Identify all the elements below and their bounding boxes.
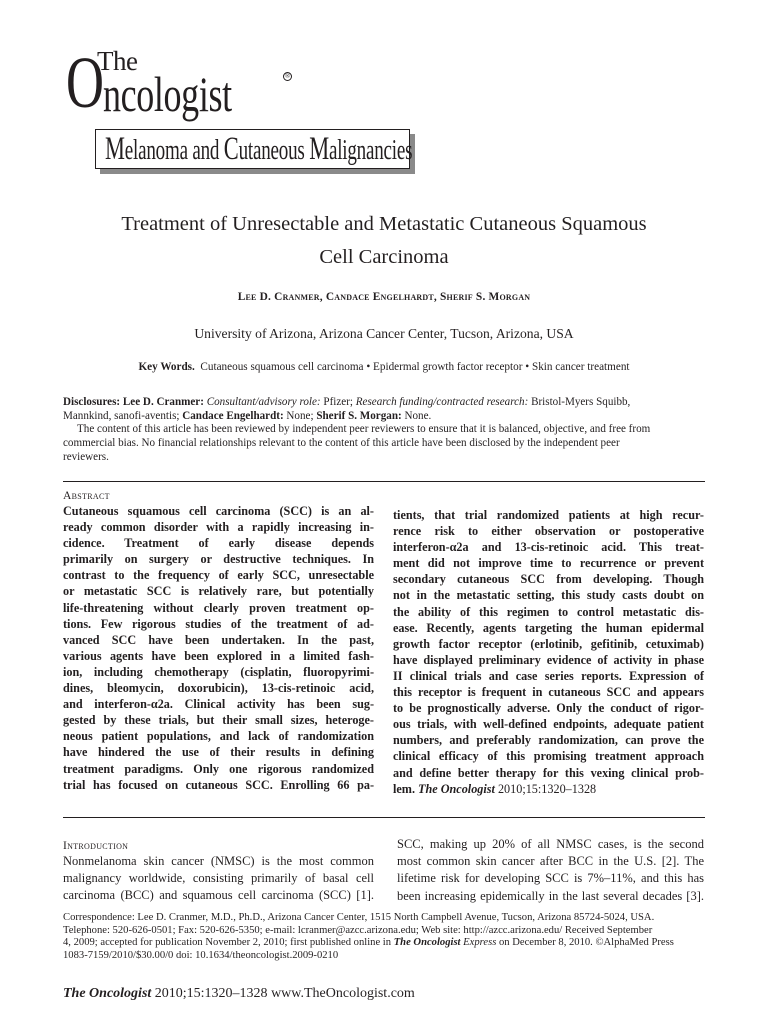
abstract-column-right <box>393 507 704 797</box>
abstract-line: or metastatic SCC is relatively rare, but potentially <box>63 584 374 599</box>
abstract-line: secondary cutaneous SCC from developing. Though <box>393 572 704 587</box>
correspondence-line <box>63 937 706 950</box>
abstract-line: dines, bleomycin, doxorubicin), 13-cis-retinoic acid, <box>63 681 374 696</box>
abstract-line: tions. Few rigorous studies of the treatment of ad- <box>63 616 374 631</box>
introduction-line: most common skin cancer after BCC in the U.S. [2]. The <box>397 854 704 869</box>
introduction-line: lifetime risk for developing SCC is 7%–11%, and this has <box>397 871 704 886</box>
divider <box>63 817 705 818</box>
section-word-3: alignancies <box>328 135 413 166</box>
abstract-line: ion, including chemotherapy (cisplatin, fluoropyrimi- <box>63 664 374 679</box>
correspondence-line: 1083-7159/2010/$30.00/0 doi: 10.1634/theoncologist.2009-0210 <box>63 949 339 961</box>
abstract-line: numbers, and preferably randomization, can prove the <box>393 733 704 748</box>
correspondence-note <box>63 912 706 962</box>
correspondence-express: Express <box>463 937 497 948</box>
introduction-column-right <box>397 836 704 905</box>
divider <box>63 481 705 482</box>
introduction-line: carcinoma (BCC) and squamous cell carcinoma (SCC) [1]. <box>63 888 374 903</box>
introduction-heading: Introduction <box>63 839 129 852</box>
keyword: Cutaneous squamous cell carcinoma <box>200 361 364 373</box>
abstract-line: ready common disorder with a rapidly increasing in- <box>63 520 374 535</box>
introduction-line: been increasing epidemically in the last several decades [3]. <box>397 888 704 903</box>
citation-reference: 2010;15:1320–1328 <box>497 781 597 796</box>
disclosures-label: Disclosures: <box>63 396 121 408</box>
keyword-separator: • <box>366 361 371 373</box>
abstract-line: contrast to the frequency of early SCC, unresectable <box>63 568 374 583</box>
keyword: Skin cancer treatment <box>531 361 630 373</box>
disclosure-value: None. <box>404 409 432 422</box>
abstract-line: vanced SCC have been undertaken. In the past, <box>63 632 374 647</box>
abstract-line: have displayed preliminary evidence of activity in phase <box>393 652 704 667</box>
section-word-1: elanoma and <box>124 135 224 166</box>
abstract-line: have hindered the use of their results in defining <box>63 745 374 760</box>
disclosure-author: Sherif S. Morgan: <box>316 409 402 422</box>
disclosure-author: Candace Engelhardt: <box>182 409 284 422</box>
abstract-line: life-threatening without clearly proven treatment op- <box>63 600 374 615</box>
correspondence-text: 4, 2009; accepted for publication November 2, 2010; first published online in <box>63 937 392 948</box>
article-title <box>40 208 728 274</box>
abstract-line: Cutaneous squamous cell carcinoma (SCC) is an al- <box>63 504 374 518</box>
journal-logo-o: O <box>66 42 104 123</box>
keyword: Epidermal growth factor receptor <box>373 361 523 373</box>
abstract-line: gested by these trials, but their small sizes, heteroge- <box>63 713 374 728</box>
abstract-line: ous trials, with well-defined endpoints, adequate patient <box>393 717 704 732</box>
introduction-line: SCC, making up 20% of all NMSC cases, is the second <box>397 837 704 851</box>
introduction-line: Nonmelanoma skin cancer (NMSC) is the most common <box>63 854 374 868</box>
title-line-2: Cell Carcinoma <box>319 246 449 268</box>
abstract-line: II clinical trials and case series reports. Expression of <box>393 668 704 683</box>
correspondence-text: on December 8, 2010. ©AlphaMed Press <box>498 937 674 948</box>
footer-journal: The Oncologist <box>63 986 152 1001</box>
page-footer <box>63 986 415 1002</box>
abstract-line: neous patient populations, and lack of randomization <box>63 729 374 744</box>
abstract-line: interferon-α2a and 13-cis-retinoic acid. This treat- <box>393 540 704 555</box>
journal-logo-name: ncologist <box>103 66 232 122</box>
section-cap-3: M <box>309 131 329 167</box>
abstract-line: ment did not improve time to recurrence or prevent <box>393 556 704 571</box>
affiliation: University of Arizona, Arizona Cancer Center, Tucson, Arizona, USA <box>194 326 574 341</box>
correspondence-line: Telephone: 520-626-0501; Fax: 520-626-5350; e-mail: lcranmer@azcc.arizona.edu; Web site: http://azcc.arizona.edu/ Received September <box>63 924 653 936</box>
section-cap-1: M <box>105 131 125 167</box>
journal-logo-the: The <box>97 46 138 76</box>
abstract-line: ease. Recently, agents targeting the human epidermal <box>393 620 704 635</box>
abstract-line: the ability of this regimen to control metastatic dis- <box>393 604 704 619</box>
section-title <box>105 131 413 167</box>
review-statement-line: reviewers. <box>63 450 109 463</box>
section-word-2: utaneous <box>238 135 310 166</box>
abstract-line-end: lem. <box>393 781 415 796</box>
abstract-column-left <box>63 503 374 793</box>
abstract-line: and interferon-α2a. Clinical activity has been sug- <box>63 697 374 712</box>
abstract-line: rence risk to either observation or postoperative <box>393 524 704 539</box>
abstract-line: clinical efficacy of this promising treatment approach <box>393 749 704 764</box>
abstract-line: growth factor receptor (erlotinib, gefitinib, cetuximab) <box>393 636 704 651</box>
abstract-line: to be prognostically adverse. Only the conduct of rigor- <box>393 701 704 716</box>
review-statement-line: The content of this article has been reviewed by independent peer reviewers to ensure that it is balanced, objective, and free from <box>77 423 651 436</box>
abstract-heading: Abstract <box>63 489 110 502</box>
authors: Lee D. Cranmer, Candace Engelhardt, Sherif S. Morgan <box>237 291 531 303</box>
disclosure-value: None; <box>286 409 314 422</box>
abstract-line: this receptor is frequent in cutaneous SCC and appears <box>393 685 704 700</box>
abstract-line: primarily on surgery or destructive techniques. In <box>63 552 374 567</box>
abstract-line: and define better therapy for this vexing clinical prob- <box>393 765 704 780</box>
disclosure-value: Bristol-Myers Squibb, <box>531 396 631 408</box>
disclosure-author: Lee D. Cranmer: <box>122 396 204 408</box>
section-cap-2: C <box>223 131 239 167</box>
abstract-citation-line <box>393 781 704 797</box>
footer-reference: 2010;15:1320–1328 <box>154 986 268 1001</box>
footer-website: www.TheOncologist.com <box>271 986 415 1001</box>
correspondence-journal: The Oncologist <box>393 937 461 948</box>
abstract-line: cidence. Treatment of early disease depends <box>63 536 374 551</box>
introduction-line: malignancy worldwide, consisting primarily of basal cell <box>63 871 374 886</box>
section-banner <box>95 129 413 169</box>
keyword-separator: • <box>525 361 530 373</box>
keywords-label: Key Words. <box>138 361 195 373</box>
disclosure-role: Consultant/advisory role: <box>206 396 321 408</box>
abstract-line: various agents have been explored in a limited fash- <box>63 648 374 663</box>
correspondence-line: Correspondence: Lee D. Cranmer, M.D., Ph.D., Arizona Cancer Center, 1515 North Campbell Avenue, Tucson, Arizona 85724-5024, USA. <box>63 912 655 923</box>
abstract-line: tients, that trial randomized patients at high recur- <box>393 508 704 522</box>
abstract-line: not in the metastatic setting, this study casts doubt on <box>393 588 704 603</box>
citation-journal: The Oncologist <box>418 781 495 796</box>
disclosure-value: Pfizer; <box>323 396 353 408</box>
disclosure-role: Research funding/contracted research: <box>355 396 529 408</box>
registered-mark: ® <box>284 72 291 80</box>
abstract-line: treatment paradigms. Only one rigorous randomized <box>63 761 374 776</box>
key-words <box>40 361 728 373</box>
disclosures <box>63 396 703 465</box>
review-statement-line: commercial bias. No financial relationships relevant to the content of this article have been disclosed by the independent peer <box>63 437 620 450</box>
title-line-1: Treatment of Unresectable and Metastatic Cutaneous Squamous <box>121 213 647 235</box>
introduction-column-left <box>63 853 374 905</box>
abstract-line: trial has focused on cutaneous SCC. Enrolling 66 pa- <box>63 777 374 792</box>
disclosure-value: Mannkind, sanofi-aventis; <box>63 409 180 422</box>
